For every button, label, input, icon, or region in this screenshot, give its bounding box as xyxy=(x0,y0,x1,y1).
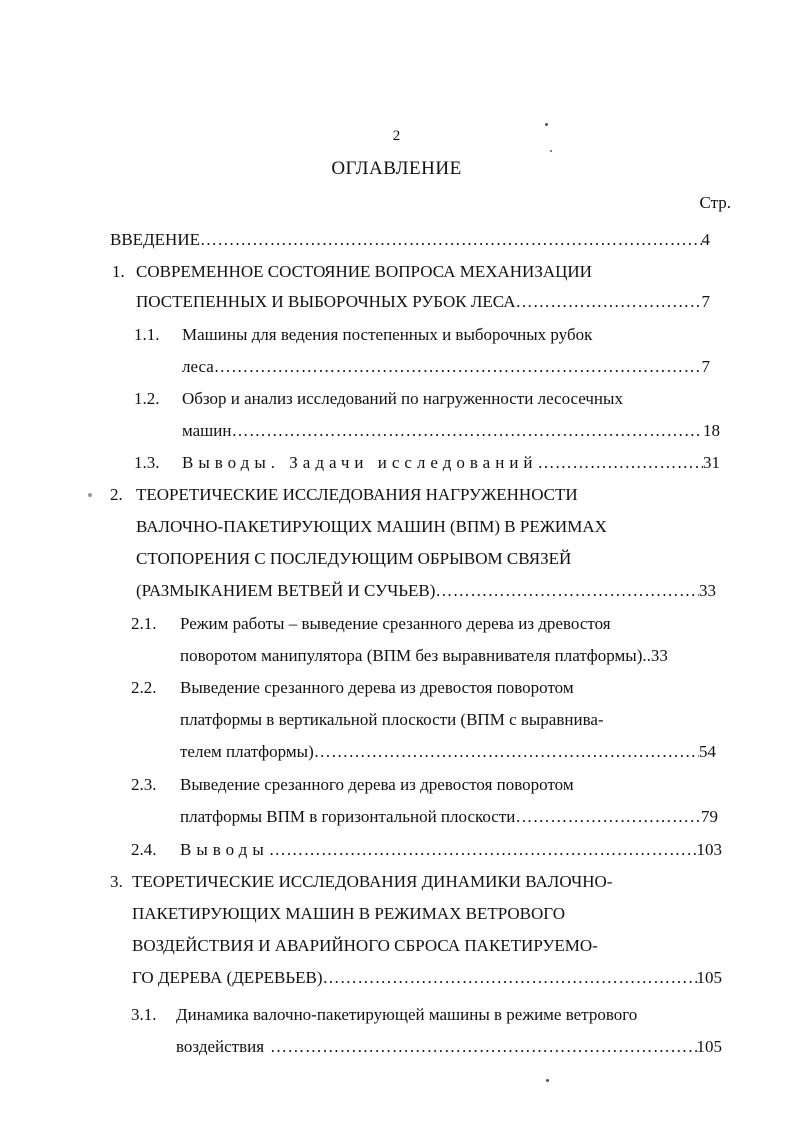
chapter-title-line[interactable]: ПАКЕТИРУЮЩИХ МАШИН В РЕЖИМАХ ВЕТРОВОГО xyxy=(132,904,565,923)
scan-speck xyxy=(550,150,552,152)
toc-page-number: 54 xyxy=(699,742,716,761)
leader-dots xyxy=(231,419,703,443)
toc-entry-2-1[interactable] xyxy=(180,644,722,668)
toc-page-number: 103 xyxy=(696,840,722,859)
toc-entry-1-3[interactable] xyxy=(182,451,720,475)
chapter-title-line[interactable]: ТЕОРЕТИЧЕСКИЕ ИССЛЕДОВАНИЯ НАГРУЖЕННОСТИ xyxy=(136,485,578,504)
chapter-number: 2. xyxy=(110,485,123,504)
section-title-line[interactable]: платформы в вертикальной плоскости (ВПМ с выравнива- xyxy=(180,710,604,729)
section-number: 3.1. xyxy=(131,1005,157,1024)
section-title-line: воздействия xyxy=(176,1037,265,1056)
leader-dots xyxy=(200,228,702,252)
section-number: 2.2. xyxy=(131,678,157,697)
leader-dots xyxy=(270,1035,696,1059)
chapter-title-line[interactable]: ВАЛОЧНО-ПАКЕТИРУЮЩИХ МАШИН (ВПМ) В РЕЖИМАХ xyxy=(136,517,607,536)
section-title-line[interactable]: Режим работы – выведение срезанного дерева из древостоя xyxy=(180,614,611,633)
toc-entry-3-1[interactable] xyxy=(176,1035,722,1059)
section-title-line[interactable]: Обзор и анализ исследований по нагруженности лесосечных xyxy=(182,389,623,408)
toc-entry-1-2[interactable] xyxy=(182,419,720,443)
leader-dots xyxy=(516,290,702,314)
section-title-line: леса xyxy=(182,357,214,376)
toc-entry-2-4[interactable] xyxy=(180,838,722,862)
toc-page-number: 31 xyxy=(703,453,720,472)
section-title-line: телем платформы) xyxy=(180,742,314,761)
section-number: 1.2. xyxy=(134,389,160,408)
leader-dots xyxy=(269,838,697,862)
toc-page-number: 33 xyxy=(699,581,716,600)
toc-page-number: 105 xyxy=(696,1037,722,1056)
chapter-title-line[interactable]: СТОПОРЕНИЯ С ПОСЛЕДУЮЩИМ ОБРЫВОМ СВЯЗЕЙ xyxy=(136,549,572,568)
section-number: 1.3. xyxy=(134,453,160,472)
section-title-line: поворотом манипулятора (ВПМ без выравнивателя платформы).. xyxy=(180,646,651,665)
toc-page-number: 105 xyxy=(696,968,722,987)
toc-page-number: 33 xyxy=(650,646,668,665)
toc-entry-chapter-3[interactable] xyxy=(132,966,722,990)
chapter-number: 3. xyxy=(110,872,123,891)
toc-entry-chapter-2[interactable] xyxy=(136,579,716,603)
chapter-title-line[interactable]: ВОЗДЕЙСТВИЯ И АВАРИЙНОГО СБРОСА ПАКЕТИРУЕМО- xyxy=(132,936,598,955)
chapter-title-line: ПОСТЕПЕННЫХ И ВЫБОРОЧНЫХ РУБОК ЛЕСА xyxy=(136,292,516,311)
section-title-line: машин xyxy=(182,421,232,440)
leader-dots xyxy=(515,805,701,829)
section-title-line[interactable]: Выведение срезанного дерева из древостоя поворотом xyxy=(180,775,574,794)
toc-entry-chapter-1[interactable] xyxy=(136,290,710,314)
toc-entry-intro[interactable] xyxy=(110,228,710,252)
section-title-line[interactable]: Машины для ведения постепенных и выборочных рубок xyxy=(182,325,593,344)
toc-page-number: 79 xyxy=(701,807,718,826)
chapter-title-line[interactable]: СОВРЕМЕННОЕ СОСТОЯНИЕ ВОПРОСА МЕХАНИЗАЦИИ xyxy=(136,262,592,281)
leader-dots xyxy=(435,579,699,603)
section-number: 2.3. xyxy=(131,775,157,794)
page-column-label: Стр. xyxy=(699,193,731,212)
toc-entry-2-3[interactable] xyxy=(180,805,718,829)
leader-dots xyxy=(214,355,702,379)
chapter-title-line: (РАЗМЫКАНИЕМ ВЕТВЕЙ И СУЧЬЕВ) xyxy=(136,581,436,600)
toc-page-number: 18 xyxy=(703,421,720,440)
toc-entry-1-1[interactable] xyxy=(182,355,710,379)
leader-dots xyxy=(538,451,703,475)
page-number: 2 xyxy=(392,128,401,144)
section-title-line: Выводы xyxy=(180,840,269,859)
scan-speck xyxy=(545,123,548,126)
section-title-line: платформы ВПМ в горизонтальной плоскости xyxy=(180,807,516,826)
toc-page-number: 4 xyxy=(701,230,710,249)
section-title-line: Выводы. Задачи исследований xyxy=(182,453,538,472)
chapter-number: 1. xyxy=(112,262,125,281)
scan-speck xyxy=(546,1079,549,1082)
section-number: 2.4. xyxy=(131,840,157,859)
toc-entry-label: ВВЕДЕНИЕ xyxy=(110,230,200,249)
toc-page-number: 7 xyxy=(701,357,710,376)
toc-page-number: 7 xyxy=(701,292,710,311)
page-title: ОГЛАВЛЕНИЕ xyxy=(331,158,462,179)
leader-dots xyxy=(323,966,697,990)
leader-dots xyxy=(314,740,699,764)
section-title-line[interactable]: Динамика валочно-пакетирующей машины в режиме ветрового xyxy=(176,1005,638,1024)
chapter-title-line[interactable]: ТЕОРЕТИЧЕСКИЕ ИССЛЕДОВАНИЯ ДИНАМИКИ ВАЛОЧНО- xyxy=(132,872,613,891)
scan-speck xyxy=(88,493,92,497)
toc-entry-2-2[interactable] xyxy=(180,740,716,764)
section-number: 2.1. xyxy=(131,614,157,633)
section-title-line[interactable]: Выведение срезанного дерева из древостоя поворотом xyxy=(180,678,574,697)
chapter-title-line: ГО ДЕРЕВА (ДЕРЕВЬЕВ) xyxy=(132,968,323,987)
section-number: 1.1. xyxy=(134,325,160,344)
